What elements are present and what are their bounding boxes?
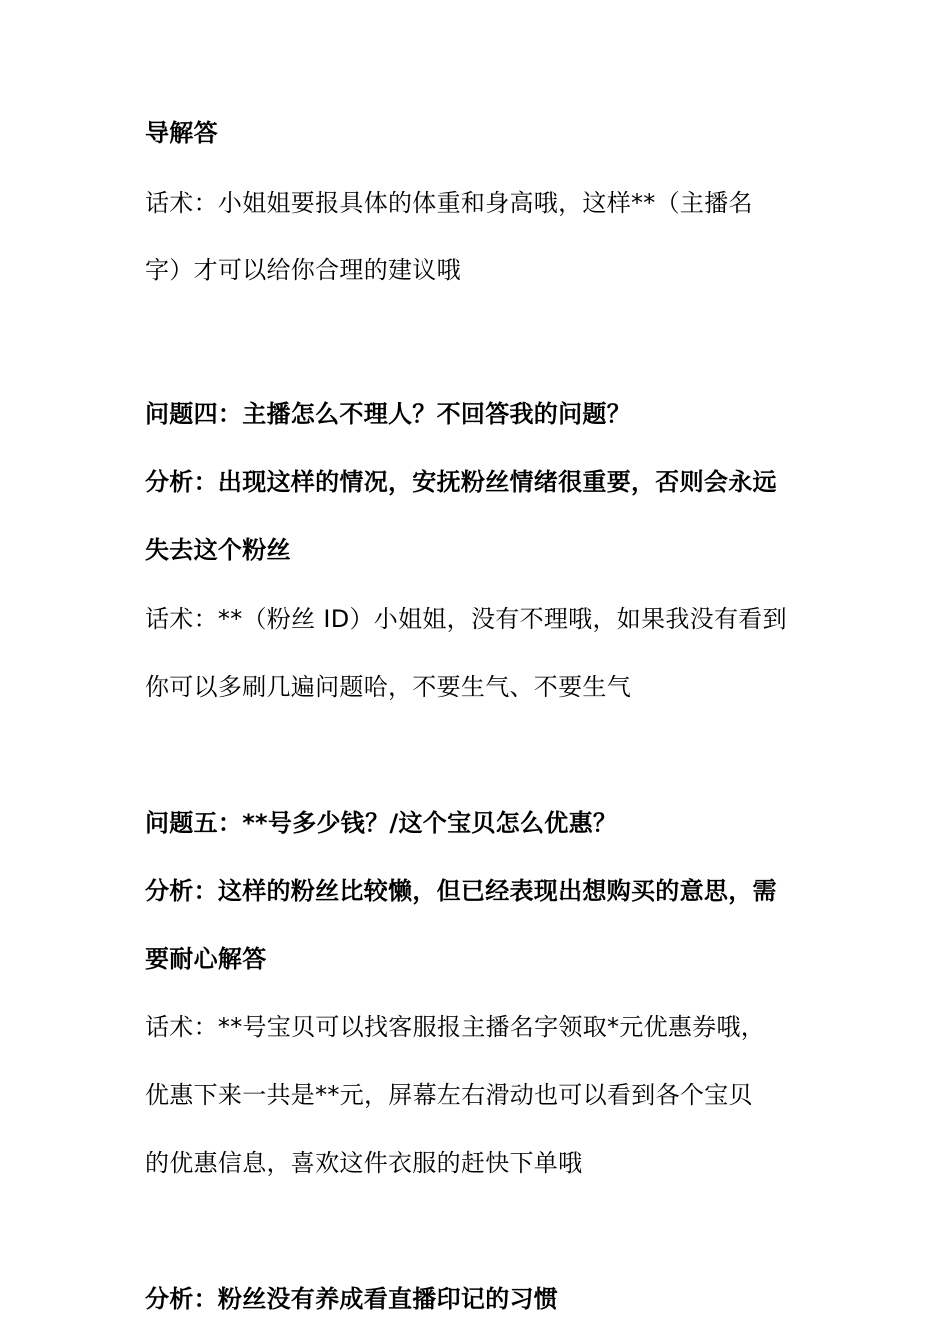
analysis-q5-line1: 分析：这样的粉丝比较懒，但已经表现出想购买的意思，需 [145,877,777,905]
analysis-q4-line2: 失去这个粉丝 [145,536,291,564]
analysis-q4-line1: 分析：出现这样的情况，安抚粉丝情绪很重要，否则会永远 [145,468,777,496]
script-text-q5-line2: 优惠下来一共是**元，屏幕左右滑动也可以看到各个宝贝 [145,1081,753,1109]
analysis-q6-line1: 分析：粉丝没有养成看直播印记的习惯 [145,1285,559,1313]
script-text-q5-line3: 的优惠信息，喜欢这件衣服的赶快下单哦 [145,1149,583,1177]
script-text-q4-line2: 你可以多刷几遍问题哈，不要生气、不要生气 [145,673,631,701]
script-text-q5-line1: 话术：**号宝贝可以找客服报主播名字领取*元优惠券哦， [145,1013,766,1041]
analysis-q5-line2: 要耐心解答 [145,945,267,973]
script-text-q4-line1: 话术：**（粉丝 ID）小姐姐，没有不理哦，如果我没有看到 [145,605,787,633]
question-five-heading: 问题五：**号多少钱？/这个宝贝怎么优惠？ [145,809,618,837]
script-text-q3-line1: 话术：小姐姐要报具体的体重和身高哦，这样**（主播名 [145,189,753,217]
question-four-heading: 问题四：主播怎么不理人？不回答我的问题？ [145,400,631,428]
script-text-q3-line2: 字）才可以给你合理的建议哦 [145,256,461,284]
answer-guide-tail: 导解答 [145,119,218,147]
